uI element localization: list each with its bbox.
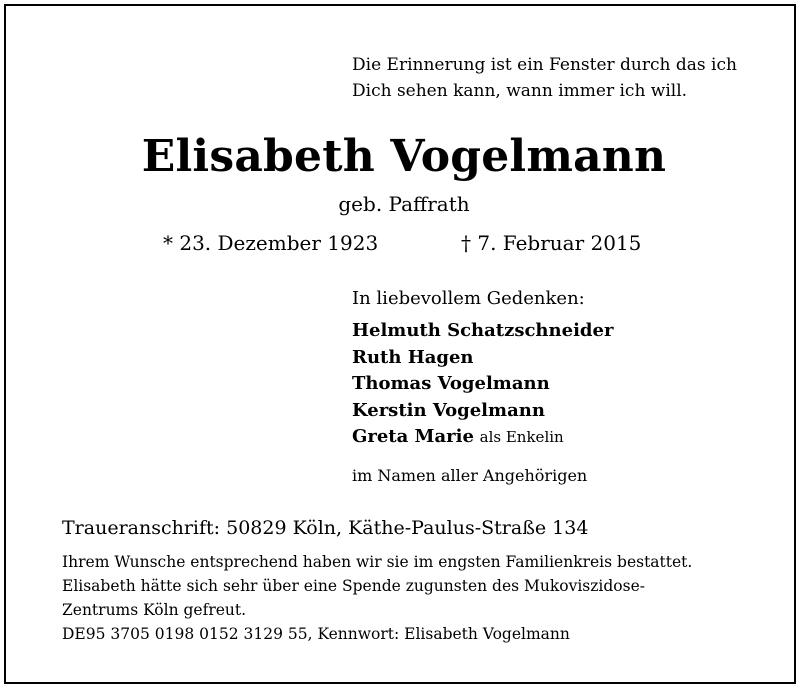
mourner-name: Helmuth Schatzschneider [352, 320, 614, 341]
mourner-name: Greta Marie [352, 426, 474, 447]
deceased-name: Elisabeth Vogelmann [141, 131, 667, 182]
mourner-name: Thomas Vogelmann [352, 373, 550, 394]
motto-line-1: Die Erinnerung ist ein Fenster durch das ich [352, 55, 737, 75]
notice-line-3: Zentrums Köln gefreut. [62, 601, 247, 619]
mourner-item [352, 371, 613, 398]
mourner-note: als Enkelin [479, 428, 564, 446]
mourner-item [352, 398, 613, 425]
relatives-line: im Namen aller Angehörigen [352, 466, 588, 485]
mourner-item [352, 345, 613, 372]
death-date: † 7. Februar 2015 [461, 231, 642, 255]
motto-line-2: Dich sehen kann, wann immer ich will. [352, 81, 688, 101]
notice-line-1: Ihrem Wunsche entsprechend haben wir sie im engsten Familienkreis bestattet. [62, 553, 693, 571]
notice-text [62, 550, 752, 646]
notice-line-2: Elisabeth hätte sich sehr über eine Spende zugunsten des Mukoviszidose- [62, 577, 645, 595]
motto-quote [352, 52, 737, 104]
birth-date: * 23. Dezember 1923 [163, 231, 379, 255]
mourner-name: Ruth Hagen [352, 346, 474, 368]
mourner-item [352, 424, 613, 451]
mourning-address: Traueranschrift: 50829 Köln, Käthe-Paulus-Straße 134 [62, 517, 589, 539]
mourners-list [352, 318, 613, 451]
obituary-frame [4, 4, 796, 684]
mourner-item [352, 318, 613, 345]
mourner-name: Kerstin Vogelmann [352, 399, 545, 421]
notice-line-4: DE95 3705 0198 0152 3129 55, Kennwort: Elisabeth Vogelmann [62, 625, 570, 643]
born-name: geb. Paffrath [338, 192, 470, 216]
memory-heading: In liebevollem Gedenken: [352, 288, 585, 309]
